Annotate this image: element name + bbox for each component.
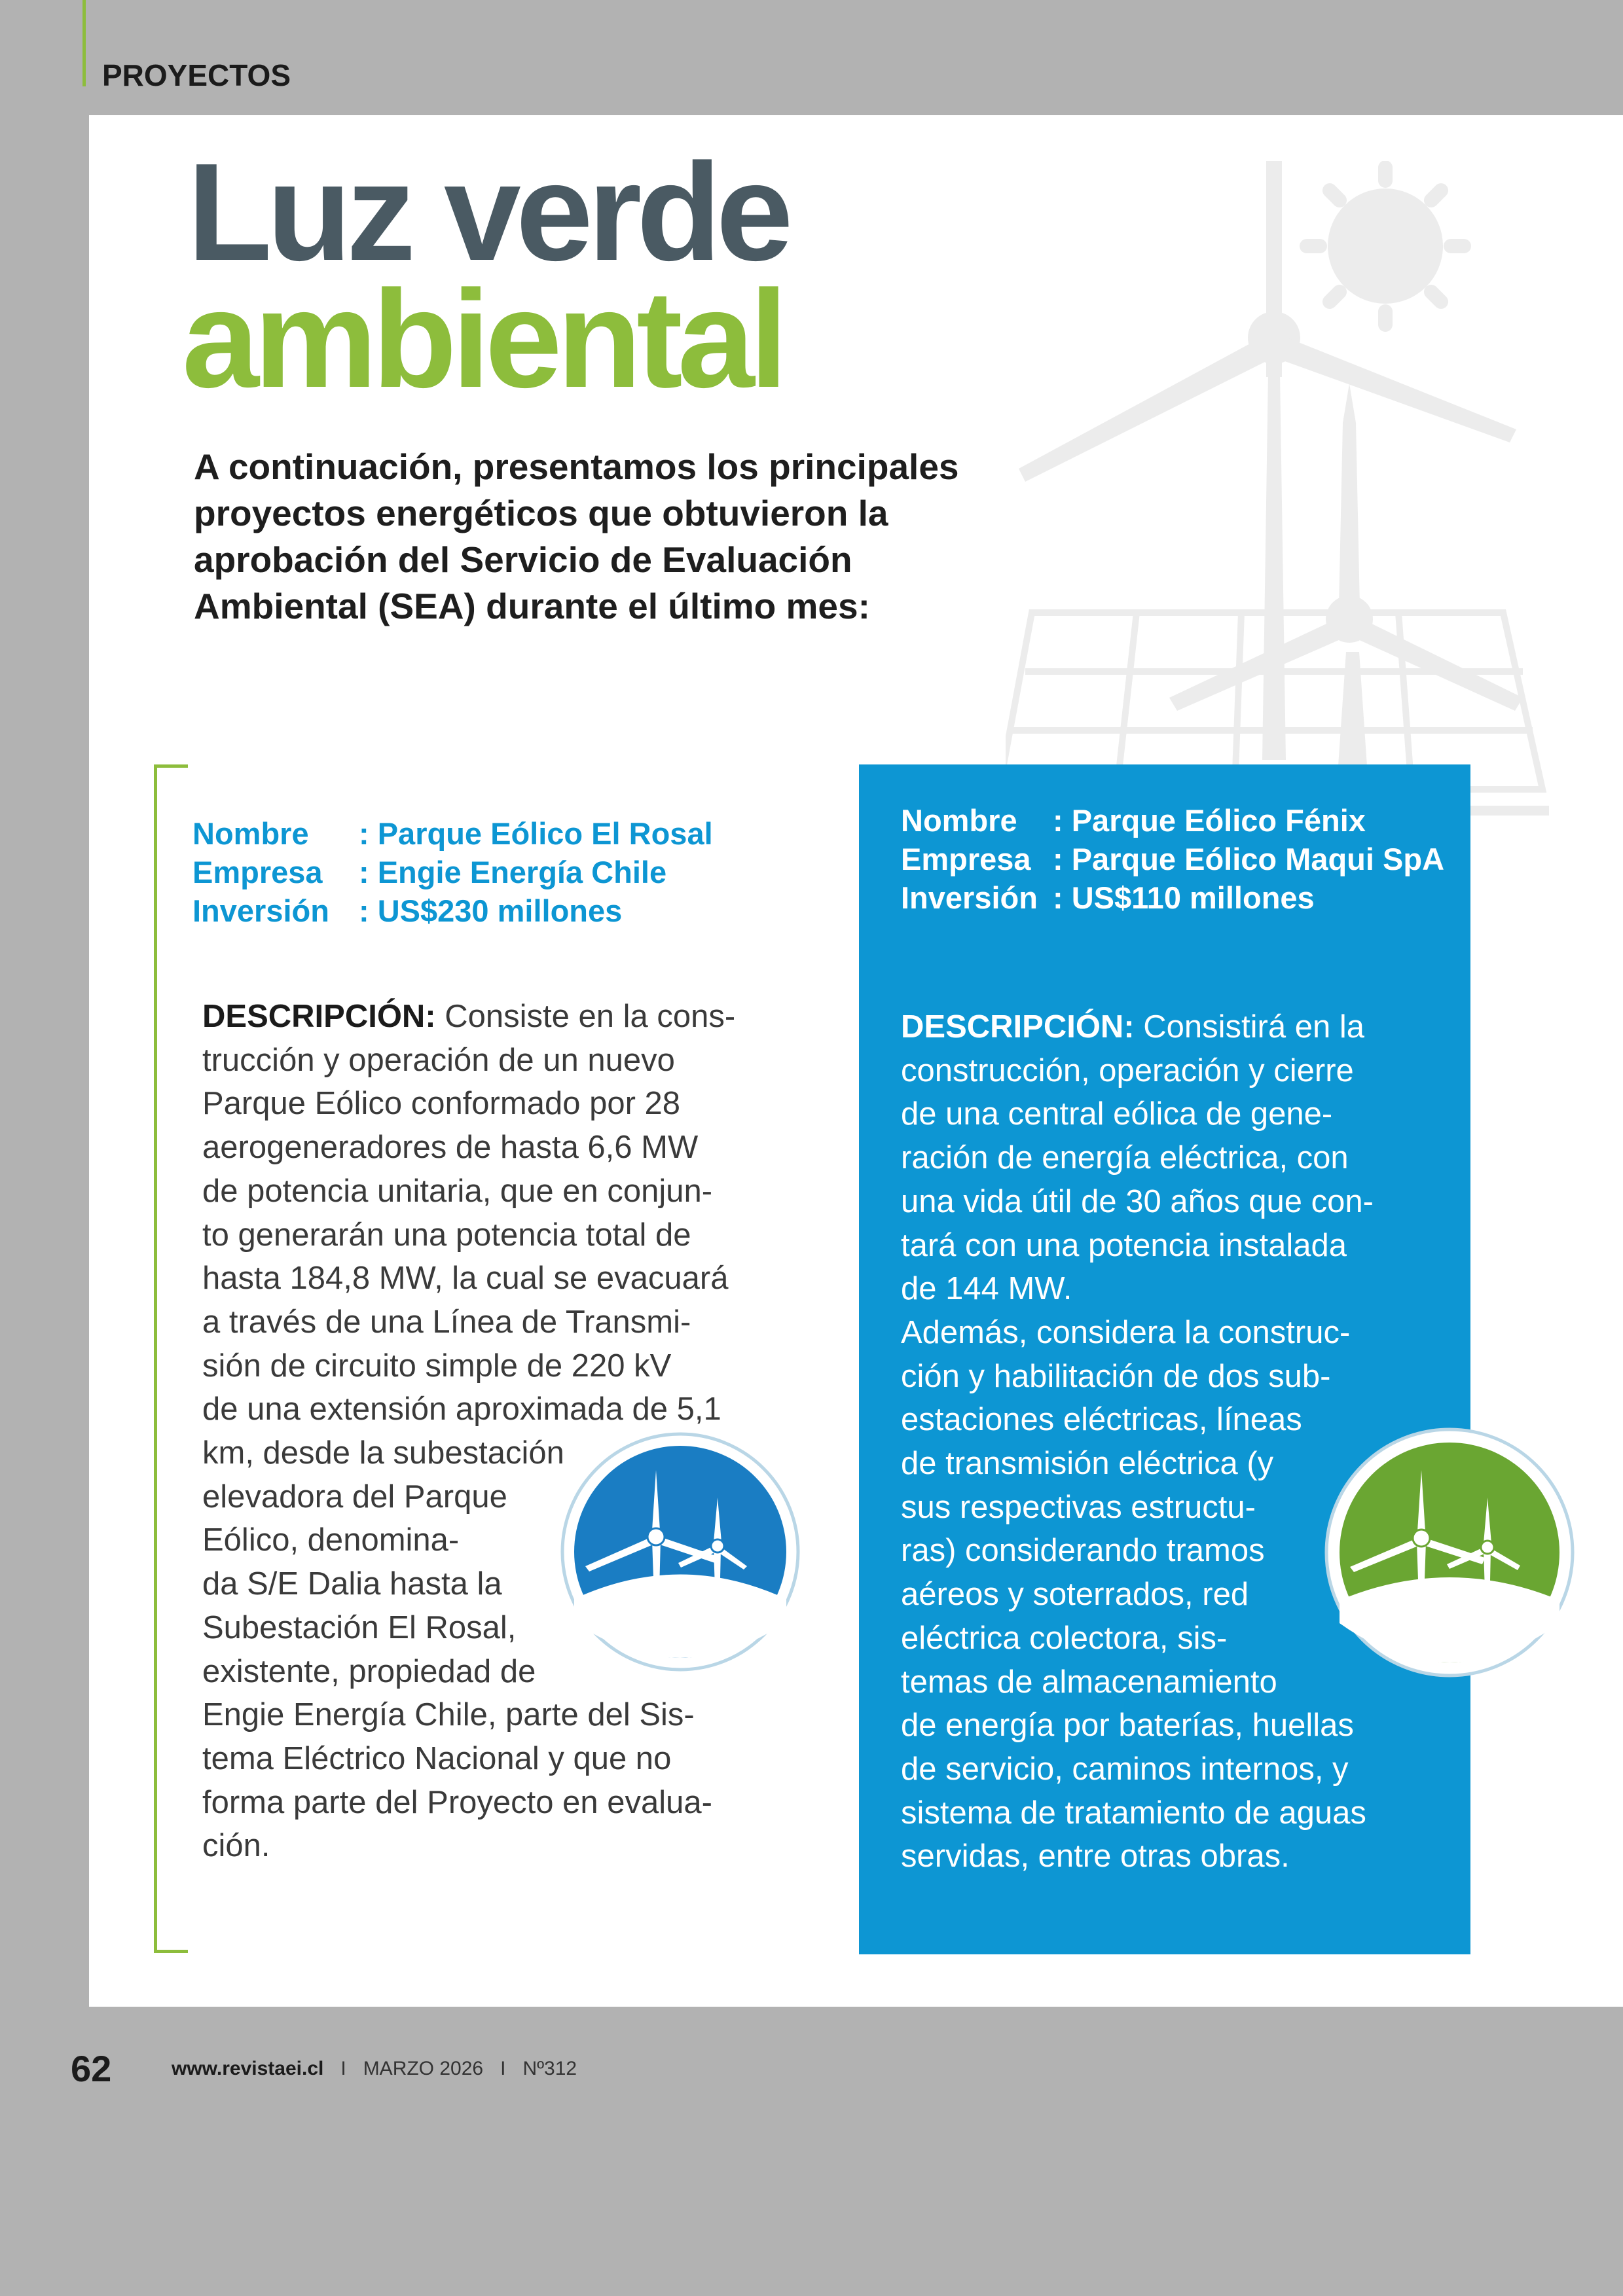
description-line: eléctrica colectora, sis- — [901, 1620, 1228, 1656]
project-2-inversion-row — [901, 878, 1444, 917]
description-line: tará con una potencia instalada — [901, 1227, 1347, 1263]
description-line: ción y habilitación de dos sub- — [901, 1358, 1331, 1394]
description-line: de potencia unitaria, que en conjun- — [202, 1173, 713, 1209]
footer-issue: Nº312 — [522, 2058, 577, 2079]
nombre-label: Nombre — [901, 803, 1017, 838]
empresa-value: : Parque Eólico Maqui SpA — [1053, 842, 1445, 876]
description-line: da S/E Dalia hasta la — [202, 1566, 502, 1602]
description-label: DESCRIPCIÓN: — [202, 999, 436, 1034]
description-line: aéreos y soterrados, red — [901, 1577, 1249, 1613]
description-line: Engie Energía Chile, parte del Sis- — [202, 1697, 695, 1733]
headline-line-2: ambiental — [182, 261, 783, 416]
nombre-value: : Parque Eólico Fénix — [1053, 803, 1366, 838]
description-line: de servicio, caminos internos, y — [901, 1751, 1349, 1787]
project-1-nombre-row — [192, 814, 713, 853]
description-line: de energía por baterías, huellas — [901, 1708, 1354, 1744]
description-line: Eólico, denomina- — [202, 1522, 460, 1558]
empresa-label: Empresa — [192, 855, 323, 889]
description-line: sus respectivas estructu- — [901, 1489, 1256, 1525]
project-2-empresa-row — [901, 840, 1444, 878]
intro-line: A continuación, presentamos los principales — [194, 446, 959, 487]
description-line: trucción y operación de un nuevo — [202, 1042, 675, 1078]
description-line: construcción, operación y cierre — [901, 1052, 1354, 1088]
description-line: aerogeneradores de hasta 6,6 MW — [202, 1130, 699, 1166]
description-line: servidas, entre otras obras. — [901, 1839, 1290, 1874]
description-line: Además, considera la construc- — [901, 1314, 1351, 1350]
description-line: to generarán una potencia total de — [202, 1217, 691, 1253]
description-line: una vida útil de 30 años que con- — [901, 1183, 1374, 1219]
description-line: ras) considerando tramos — [901, 1533, 1265, 1569]
page-number: 62 — [71, 2048, 112, 2089]
footer-separator: I — [340, 2058, 346, 2079]
description-line: Parque Eólico conformado por 28 — [202, 1086, 680, 1122]
description-line: a través de una Línea de Transmi- — [202, 1304, 691, 1340]
footer-website[interactable]: www.revistaei.cl — [172, 2058, 324, 2079]
project-2-meta — [901, 801, 1444, 917]
description-line: estaciones eléctricas, líneas — [901, 1402, 1302, 1438]
description-line: Consistirá en la — [1134, 1009, 1364, 1045]
section-label: PROYECTOS — [102, 58, 291, 92]
description-line: existente, propiedad de — [202, 1653, 536, 1689]
description-line: ración de energía eléctrica, con — [901, 1140, 1349, 1176]
description-line: forma parte del Proyecto en evalua- — [202, 1784, 712, 1820]
watermark-wind-turbines-icon — [1006, 161, 1582, 855]
inversion-label: Inversión — [901, 880, 1038, 915]
project-2-description — [901, 1005, 1374, 1878]
description-line: sión de circuito simple de 220 kV — [202, 1348, 672, 1384]
intro-line: aprobación del Servicio de Evaluación — [194, 539, 852, 580]
description-line: sistema de tratamiento de aguas — [901, 1795, 1366, 1831]
empresa-value: : Engie Energía Chile — [359, 855, 667, 889]
inversion-value: : US$230 millones — [359, 893, 623, 928]
description-line: tema Eléctrico Nacional y que no — [202, 1740, 672, 1776]
description-line: de 144 MW. — [901, 1271, 1072, 1307]
empresa-label: Empresa — [901, 842, 1031, 876]
wind-turbine-green-badge-icon — [1324, 1427, 1575, 1678]
description-line: km, desde la subestación — [202, 1435, 564, 1471]
description-line: de transmisión eléctrica (y — [901, 1446, 1274, 1482]
project-1-empresa-row — [192, 853, 713, 891]
description-line: Subestación El Rosal, — [202, 1609, 517, 1645]
green-bracket-divider — [154, 764, 188, 1953]
description-line: Consiste en la cons- — [435, 999, 736, 1034]
footer-date: MARZO 2026 — [363, 2058, 484, 2079]
footer-separator: I — [500, 2058, 506, 2079]
intro-line: proyectos energéticos que obtuvieron la — [194, 493, 888, 533]
description-line: ción. — [202, 1828, 270, 1864]
description-line: hasta 184,8 MW, la cual se evacuará — [202, 1261, 729, 1297]
headline-line-1: Luz verde — [187, 134, 788, 289]
intro-line: Ambiental (SEA) durante el último mes: — [194, 586, 870, 626]
nombre-value: : Parque Eólico El Rosal — [359, 816, 713, 851]
project-1-inversion-row — [192, 891, 713, 930]
intro-paragraph — [194, 444, 1045, 630]
inversion-label: Inversión — [192, 893, 329, 928]
nombre-label: Nombre — [192, 816, 309, 851]
description-line: de una central eólica de gene- — [901, 1096, 1333, 1132]
footer-info — [172, 2058, 577, 2080]
project-2-nombre-row — [901, 801, 1444, 840]
description-line: temas de almacenamiento — [901, 1664, 1277, 1700]
description-label: DESCRIPCIÓN: — [901, 1009, 1135, 1045]
description-line: elevadora del Parque — [202, 1479, 507, 1515]
section-accent-bar — [82, 0, 86, 86]
project-1-meta — [192, 814, 713, 930]
wind-turbine-blue-badge-icon — [560, 1432, 800, 1672]
description-line: de una extensión aproximada de 5,1 — [202, 1391, 721, 1427]
inversion-value: : US$110 millones — [1053, 880, 1315, 915]
